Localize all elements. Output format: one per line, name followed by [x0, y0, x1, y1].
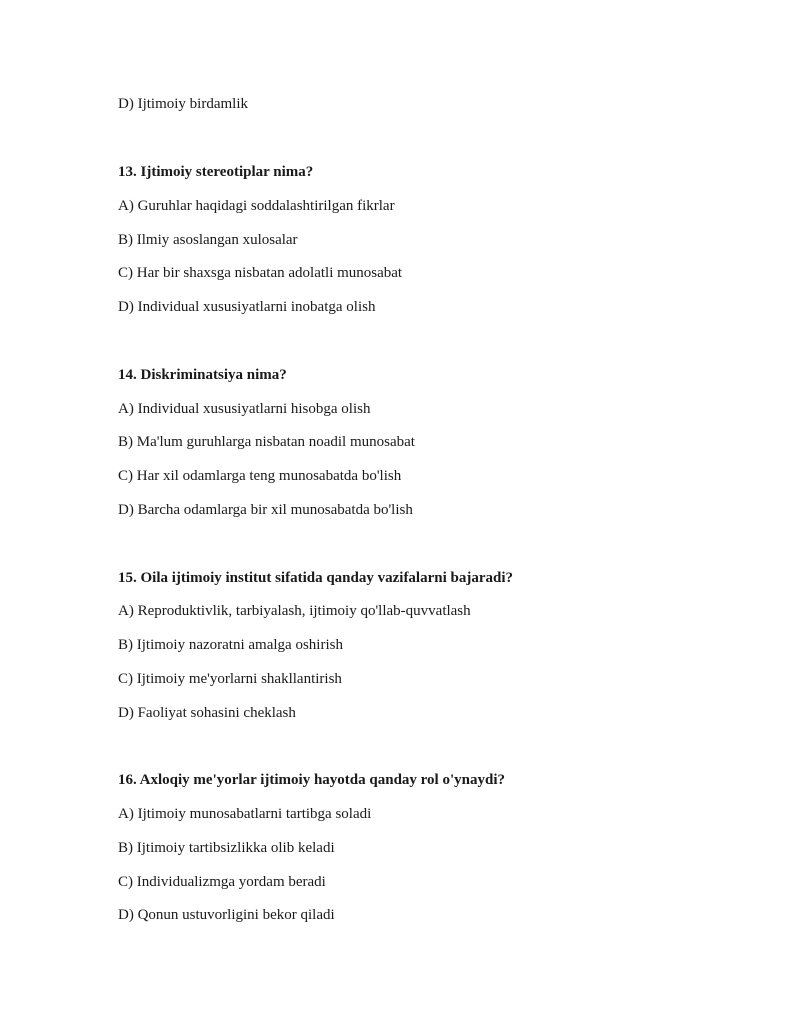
option-15-c: C) Ijtimoiy me'yorlarni shakllantirish: [118, 671, 342, 687]
option-16-a: A) Ijtimoiy munosabatlarni tartibga soladi: [118, 806, 372, 822]
option-13-d: D) Individual xususiyatlarni inobatga olish: [118, 299, 376, 315]
option-14-a: A) Individual xususiyatlarni hisobga olish: [118, 401, 371, 417]
option-16-d: D) Qonun ustuvorligini bekor qiladi: [118, 907, 335, 923]
question-15: 15. Oila ijtimoiy institut sifatida qanday vazifalarni bajaradi?: [118, 570, 514, 586]
option-15-b: B) Ijtimoiy nazoratni amalga oshirish: [118, 637, 343, 653]
question-13: 13. Ijtimoiy stereotiplar nima?: [118, 164, 314, 180]
option-14-b: B) Ma'lum guruhlarga nisbatan noadil munosabat: [118, 434, 415, 450]
question-16: 16. Axloqiy me'yorlar ijtimoiy hayotda qanday rol o'ynaydi?: [118, 772, 505, 788]
option-16-c: C) Individualizmga yordam beradi: [118, 874, 326, 890]
option-13-a: A) Guruhlar haqidagi soddalashtirilgan fikrlar: [118, 198, 395, 214]
option-15-a: A) Reproduktivlik, tarbiyalash, ijtimoiy qo'llab-quvvatlash: [118, 603, 471, 619]
option-16-b: B) Ijtimoiy tartibsizlikka olib keladi: [118, 840, 335, 856]
option-12-d: D) Ijtimoiy birdamlik: [118, 96, 248, 112]
option-14-d: D) Barcha odamlarga bir xil munosabatda bo'lish: [118, 502, 413, 518]
option-13-c: C) Har bir shaxsga nisbatan adolatli munosabat: [118, 265, 403, 281]
option-13-b: B) Ilmiy asoslangan xulosalar: [118, 232, 298, 248]
option-14-c: C) Har xil odamlarga teng munosabatda bo'lish: [118, 468, 402, 484]
question-14: 14. Diskriminatsiya nima?: [118, 367, 287, 383]
option-15-d: D) Faoliyat sohasini cheklash: [118, 705, 296, 721]
